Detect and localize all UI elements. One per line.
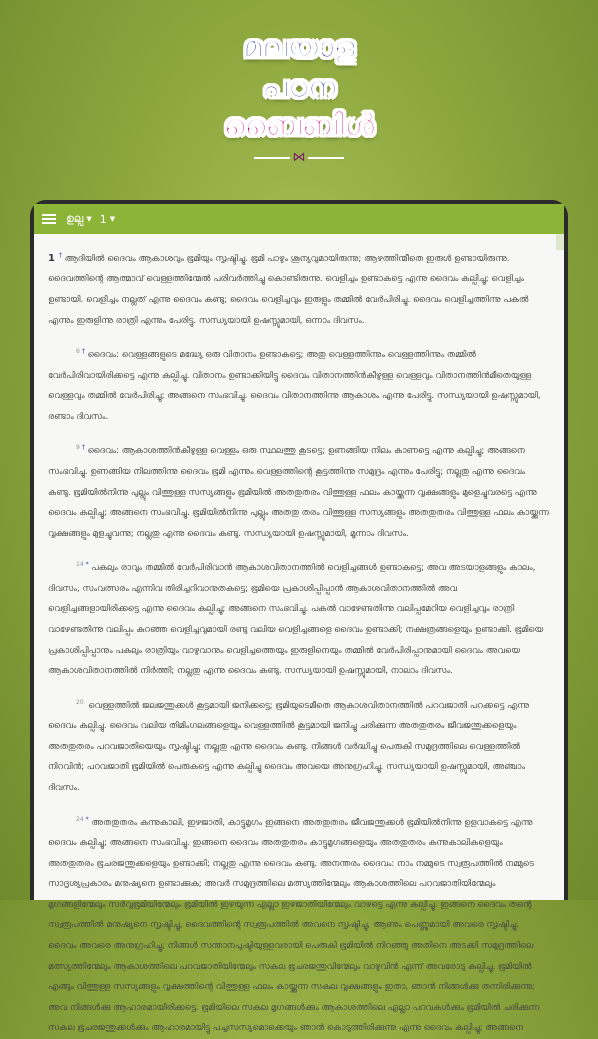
book-name: ഉല്പ [66, 212, 84, 225]
ornament-line-right [308, 157, 344, 159]
paragraph-text: അതതുതരം കന്നുകാലി, ഇഴജാതി, കാട്ടുമൃഗം ഇങ്ങനെ അതതുതരം ജീവജന്തുക്കൾ ഭൂമിയിൽനിന്നു ഉളവാകട്ടെ എന്നു ദൈവം കല്പിച്ചു; അങ്ങനെ സംഭവിച്ചു. ഇങ്ങനെ ദൈവം അതതുതരം കാട്ടുമൃഗങ്ങളെയും അതതുതരം കന്നുകാലികളെയും അതതുതരം ഭൂചരജന്തുക്കളെയും ഉണ്ടാക്കി; നല്ലതു എന്നു ദൈവം കണ്ടു. അനന്തരം ദൈവം: നാം നമ്മുടെ സ്വരൂപത്തിൽ നമ്മുടെ സാദൃശ്യപ്രകാരം മനുഷ്യനെ ഉണ്ടാക്കുക; അവർ സമുദ്രത്തിലെ മത്സ്യത്തിന്മേലും ആകാശത്തിലെ പറവജാതിയിന്മേലും മൃഗങ്ങളിന്മേലും സർവ്വഭൂമിയിന്മേലും ഭൂമിയിൽ ഇഴയുന്ന എല്ലാ ഇഴജാതിയിന്മേലും വാഴട്ടെ എന്നു കല്പിച്ചു. ഇങ്ങനെ ദൈവം തന്റെ സ്വരൂപത്തിൽ മനുഷ്യനെ സൃഷ്ടിച്ചു, ദൈവത്തിന്റെ സ്വരൂപത്തിൽ അവനെ സൃഷ്ടിച്ചു, ആണും പെണ്ണുമായി അവരെ സൃഷ്ടിച്ചു. ദൈവം അവരെ അനുഗ്രഹിച്ചു; നിങ്ങൾ സന്താനപുഷ്ടിയുള്ളവരായി പെരുകി ഭൂമിയിൽ നിറഞ്ഞു അതിനെ അടക്കി സമുദ്രത്തിലെ മത്സ്യത്തിന്മേലും ആകാശത്തിലെ പറവജാതിയിന്മേലും സകല ഭൂചരജന്തുവിന്മേലും വാഴുവിൻ എന്ന് അവരോടു കല്പിച്ചു. ഭൂമിയിൽ എങ്ങും വിത്തുള്ള സസ്യങ്ങളും വൃക്ഷത്തിന്റെ വിത്തുള്ള ഫലം കായ്ക്കുന്ന സകല വൃക്ഷങ്ങളും ഇതാ, ഞാൻ നിങ്ങൾക്കു തന്നിരിക്കുന്നു; അവ നിങ്ങൾക്കു ആഹാരമായിരിക്കട്ടെ. ഭൂമിയിലെ സകല മൃഗങ്ങൾക്കും ആകാശത്തിലെ എല്ലാ പറവകൾക്കും ഭൂമിയിൽ ചരിക്കുന്ന സകല ഭൂചരജന്തുക്കൾക്കും ആഹാരമായിട്ടു പച്ചസസ്യമൊക്കെയും ഞാൻ കൊടുത്തിരിക്കുന്നു എന്നു ദൈവം കല്പിച്ചു; അങ്ങനെ [48, 817, 540, 1034]
reference-mark[interactable]: † [58, 252, 62, 259]
paragraph-text: ദൈവം: ആകാശത്തിൻകീഴുള്ള വെള്ളം ഒരു സ്ഥലത്തു കൂടട്ടെ; ഉണങ്ങിയ നിലം കാണട്ടെ എന്നു കല്പിച്ചു; അങ്ങനെ സംഭവിച്ചു. ഉണങ്ങിയ നിലത്തിന്നു ദൈവം ഭൂമി എന്നും വെള്ളത്തിന്റെ കൂട്ടത്തിന്നു സമുദ്രം എന്നും പേരിട്ടു; നല്ലതു എന്നു ദൈവം കണ്ടു. ഭൂമിയിൽനിന്നു പുല്ലും വിത്തുള്ള സസ്യങ്ങളും ഭൂമിയിൽ അതതുതരം വിത്തുള്ള ഫലം കായ്ക്കുന്ന വൃക്ഷങ്ങളും മുളെച്ചുവരട്ടെ എന്നു ദൈവം കല്പിച്ചു; അങ്ങനെ സംഭവിച്ചു. ഭൂമിയിൽനിന്നു പുല്ലും അതതു തരം വിത്തുള്ള സസ്യങ്ങളും അതതുതരം വിത്തുള്ള ഫലം കായ്ക്കുന്ന വൃക്ഷങ്ങളും മുളച്ചുവന്നു; നല്ലതു എന്നു ദൈവം കണ്ടു. സന്ധ്യയായി ഉഷസ്സുമായി, മൂന്നാം ദിവസം. [48, 446, 549, 539]
paragraph-text: ദൈവം: വെള്ളങ്ങളുടെ മദ്ധ്യേ ഒരു വിതാനം ഉണ്ടാകട്ടെ; അതു വെള്ളത്തിന്നും വെള്ളത്തിന്നും തമ്മിൽ വേർപിരിവായിരിക്കട്ടെ എന്നു കല്പിച്ചു. വിതാനം ഉണ്ടാക്കിയിട്ടു ദൈവം വിതാനത്തിൻകീഴുള്ള വെള്ളവും വിതാനത്തിൻമീതെയുള്ള വെള്ളവും തമ്മിൽ വേർപിരിച്ചു; അങ്ങനെ സംഭവിച്ചു. ദൈവം വിതാനത്തിന്നു ആകാശം എന്നു പേരിട്ടു. സന്ധ്യയായി ഉഷസ്സുമായി, രണ്ടാം ദിവസം. [48, 350, 541, 422]
book-caret-icon: ▼ [86, 215, 92, 223]
ornament-line-left [254, 157, 290, 159]
tablet-frame [30, 200, 568, 1034]
book-selector[interactable] [66, 212, 92, 226]
reference-mark[interactable]: * [85, 815, 89, 823]
paragraph [48, 693, 550, 799]
paragraph-text: പകലും രാവും തമ്മിൽ വേർപിരിവാൻ ആകാശവിതാനത്തിൽ വെളിച്ചങ്ങൾ ഉണ്ടാകട്ടെ; അവ അടയാളങ്ങളും കാലം, ദിവസം, സംവത്സരം എന്നിവ തിരിച്ചറിവാനുതകട്ടെ; ഭൂമിയെ പ്രകാശിപ്പിപ്പാൻ ആകാശവിതാനത്തിൽ അവ വെളിച്ചങ്ങളായിരിക്കട്ടെ എന്നു ദൈവം കല്പിച്ചു; അങ്ങനെ സംഭവിച്ചു. പകൽ വാഴേണ്ടതിന്നു വലിപ്പമേറിയ വെളിച്ചവും രാത്രി വാഴേണ്ടതിന്നു വലിപ്പം കുറഞ്ഞ വെളിച്ചവുമായി രണ്ടു വലിയ വെളിച്ചങ്ങളെ ദൈവം ഉണ്ടാക്കി; നക്ഷത്രങ്ങളെയും ഉണ്ടാക്കി. ഭൂമിയെ പ്രകാശിപ്പിപ്പാനും പകലും രാത്രിയും വാഴുവാനും വെളിച്ചത്തെയും ഇരുളിനെയും തമ്മിൽ വേർപിരിപ്പാനുമായി ദൈവം അവയെ ആകാശവിതാനത്തിൽ നിർത്തി; നല്ലതു എന്നു ദൈവം കണ്ടു. സന്ധ്യയായി ഉഷസ്സുമായി, നാലാം ദിവസം. [48, 563, 544, 677]
chapter-number: 1 [99, 212, 107, 226]
verse-number: 14 [76, 561, 84, 569]
paragraph-text: ആദിയിൽ ദൈവം ആകാശവും ഭൂമിയും സൃഷ്ടിച്ചു. ഭൂമി പാഴും ശൂന്യവുമായിരുന്നു; ആഴത്തിന്മീതെ ഇരുൾ ഉണ്ടായിരുന്നു. ദൈവത്തിന്റെ ആത്മാവ് വെള്ളത്തിന്മേൽ പരിവർത്തിച്ചു കൊണ്ടിരുന്നു. വെളിച്ചം ഉണ്ടാകട്ടെ എന്നു ദൈവം കല്പിച്ചു; വെളിച്ചം ഉണ്ടായി. വെളിച്ചം നല്ലത് എന്നു ദൈവം കണ്ടു; ദൈവം വെളിച്ചവും ഇരുളും തമ്മിൽ വേർപിരിച്ചു. ദൈവം വെളിച്ചത്തിന്നു പകൽ എന്നും ഇരുളിന്നു രാത്രി എന്നും പേരിട്ടു. സന്ധ്യയായി ഉഷസ്സുമായി, ഒന്നാം ദിവസം. [48, 253, 529, 326]
app-screen [34, 204, 564, 1034]
verse-number: 6 [76, 348, 80, 356]
promo-title-line-3: ബൈബിൾ [223, 108, 375, 143]
reference-mark[interactable]: * [85, 561, 89, 569]
scroll-indicator[interactable] [556, 234, 564, 250]
paragraph [48, 555, 550, 681]
paragraph [48, 810, 550, 1039]
verse-number: 1 [48, 252, 55, 264]
title-ornament [254, 150, 344, 166]
verse-number: 20 [76, 698, 84, 706]
app-toolbar [34, 204, 564, 234]
verse-number: 24 [76, 815, 84, 823]
chapter-selector[interactable] [100, 213, 115, 226]
reference-mark[interactable]: † [81, 444, 85, 452]
hamburger-menu-icon[interactable] [42, 214, 56, 224]
promo-title-line-2: പഠന [262, 70, 336, 105]
promo-title-line-1: മലയാള [243, 30, 355, 65]
paragraph [48, 342, 550, 427]
paragraph [48, 246, 550, 331]
paragraph-text: വെള്ളത്തിൽ ജലജന്തുക്കൾ കൂട്ടമായി ജനിക്കട്ടെ; ഭൂമിയുടെമീതെ ആകാശവിതാനത്തിൽ പറവജാതി പറക്കട്ടെ എന്നു ദൈവം കല്പിച്ചു. ദൈവം വലിയ തിമിംഗലങ്ങളെയും വെള്ളത്തിൽ കൂട്ടമായി ജനിച്ചു ചരിക്കുന്ന അതതുതരം ജീവജന്തുക്കളെയും അതതുതരം പറവജാതിയെയും സൃഷ്ടിച്ചു; നല്ലതു എന്നു ദൈവം കണ്ടു. നിങ്ങൾ വർദ്ധിച്ചു പെരുകി സമുദ്രത്തിലെ വെള്ളത്തിൽ നിറവിൻ; പറവജാതി ഭൂമിയിൽ പെരുകട്ടെ എന്നു കല്പിച്ചു ദൈവം അവയെ അനുഗ്രഹിച്ചു. സന്ധ്യയായി ഉഷസ്സുമായി, അഞ്ചാം ദിവസം. [48, 700, 530, 793]
verse-number: 9 [76, 444, 80, 452]
reference-mark[interactable]: † [81, 348, 85, 356]
paragraph [48, 438, 550, 544]
chapter-caret-icon: ▼ [109, 215, 116, 223]
bow-icon: ⋈ [292, 150, 306, 165]
promo-banner [0, 0, 598, 190]
bible-text [34, 234, 564, 1039]
